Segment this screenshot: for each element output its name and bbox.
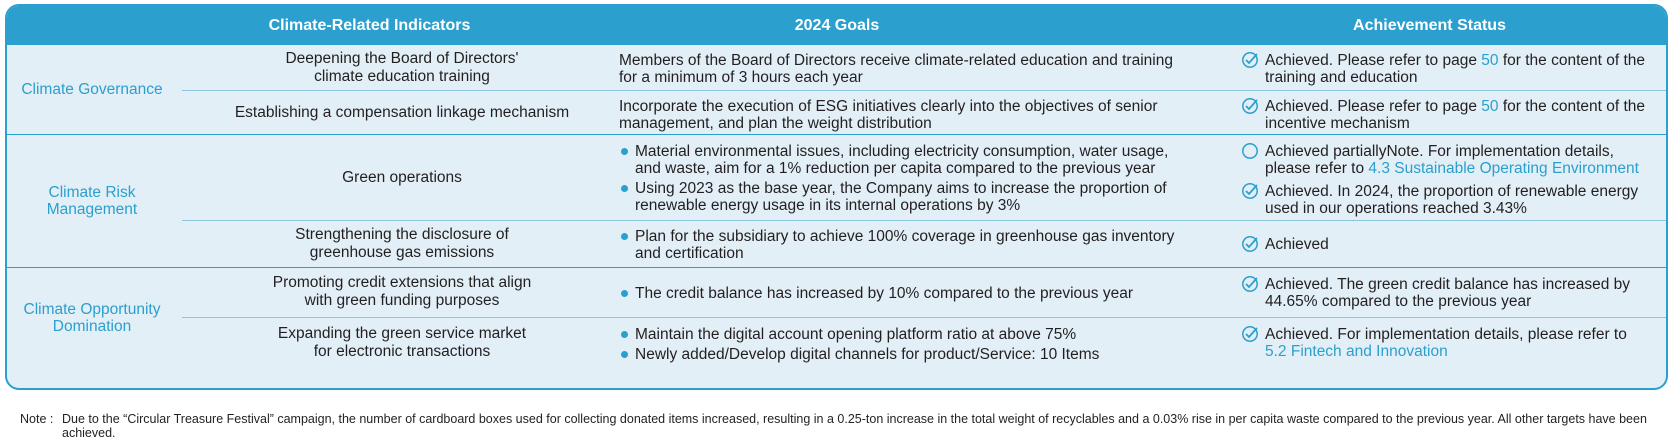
goal-green-service: [619, 326, 1204, 366]
footnote-text: Due to the “Circular Treasure Festival” campaign, the number of cardboard boxes used for collecting donated items increased, resulting in a 0.25-ton increase in the total weight of recyclables and a 0.03% rise in per capita waste compared to the previous year. All other targets have been achieved.: [62, 412, 1647, 440]
footnote-label: Note :: [20, 412, 54, 426]
indicator-green-credit: Promoting credit extensions that align with green funding purposes: [272, 274, 532, 309]
list-item: Maintain the digital account opening platform ratio at above 75%: [619, 326, 1204, 343]
bullet-dot-icon: [621, 351, 628, 358]
list-item: Using 2023 as the base year, the Company aims to increase the proportion of renewable energy usage in its internal operations by 3%: [619, 180, 1204, 214]
section-reference-link[interactable]: 5.2 Fintech and Innovation: [1265, 343, 1448, 360]
page-reference-link[interactable]: 50: [1481, 98, 1499, 115]
check-circle-icon: [1241, 182, 1259, 200]
list-item: The credit balance has increased by 10% compared to the previous year: [619, 285, 1204, 302]
goal-green-credit: [619, 285, 1204, 305]
bullet-dot-icon: [621, 331, 628, 338]
goal-compensation-linkage: Incorporate the execution of ESG initiatives clearly into the objectives of senior management, and plan the weight distribution: [619, 98, 1158, 132]
list-item: Newly added/Develop digital channels for product/Service: 10 Items: [619, 346, 1204, 363]
check-circle-icon: [1241, 325, 1259, 343]
indicator-ghg-disclosure: Strengthening the disclosure of greenhouse gas emissions: [295, 226, 509, 261]
header-status: Achievement Status: [1353, 17, 1506, 34]
bullet-dot-icon: [621, 290, 628, 297]
header-goals: 2024 Goals: [794, 17, 880, 34]
indicator-compensation-linkage: Establishing a compensation linkage mechanism: [234, 104, 570, 121]
status-green-credit: Achieved. The green credit balance has increased by 44.65% compared to the previous year: [1239, 276, 1654, 315]
indicator-green-service: Expanding the green service market for electronic transactions: [277, 325, 527, 360]
list-item: Plan for the subsidiary to achieve 100% coverage in greenhouse gas inventory and certification: [619, 228, 1204, 262]
check-circle-icon: [1241, 235, 1259, 253]
climate-indicators-table: [5, 4, 1668, 390]
status-green-operations: Achieved partiallyNote. For implementation details, please refer to 4.3 Sustainable Operating Environment Achieved. In 2024, the proportion of renewable energy used in our operations reached 3.43%: [1239, 143, 1654, 222]
check-circle-icon: [1241, 51, 1259, 69]
section-reference-link[interactable]: 4.3 Sustainable Operating Environment: [1368, 160, 1639, 177]
page-reference-link[interactable]: 50: [1481, 52, 1499, 69]
bullet-dot-icon: [621, 148, 628, 155]
list-item: Material environmental issues, including electricity consumption, water usage, and waste, aim for a 1% reduction per capita compared to the previous year: [619, 143, 1204, 177]
table-header: [7, 6, 1666, 45]
check-circle-icon: [1241, 97, 1259, 115]
goal-ghg-disclosure: [619, 228, 1204, 265]
status-ghg-disclosure: Achieved: [1239, 236, 1654, 258]
indicator-board-education: Deepening the Board of Directors' climate education training: [285, 50, 519, 85]
status-compensation-linkage: Achieved. Please refer to page 50 for the content of the incentive mechanism: [1239, 98, 1654, 137]
empty-circle-icon: [1241, 142, 1259, 160]
status-board-education: Achieved. Please refer to page 50 for the content of the training and education: [1239, 52, 1654, 91]
check-circle-icon: [1241, 275, 1259, 293]
category-climate-governance: Climate Governance: [21, 81, 163, 98]
row-divider: [182, 317, 1666, 318]
goal-board-education: Members of the Board of Directors receive climate-related education and training for a minimum of 3 hours each year: [619, 52, 1173, 86]
category-climate-opportunity: Climate Opportunity Domination: [23, 301, 161, 335]
category-climate-risk: Climate Risk Management: [46, 184, 138, 218]
bullet-dot-icon: [621, 233, 628, 240]
status-green-service: Achieved. For implementation details, please refer to 5.2 Fintech and Innovation: [1239, 326, 1654, 365]
bullet-dot-icon: [621, 185, 628, 192]
indicator-green-operations: Green operations: [342, 169, 462, 186]
header-indicators: Climate-Related Indicators: [268, 17, 471, 34]
footnote: [20, 412, 1660, 440]
section-divider: [7, 267, 1666, 268]
goal-green-operations: [619, 143, 1204, 217]
